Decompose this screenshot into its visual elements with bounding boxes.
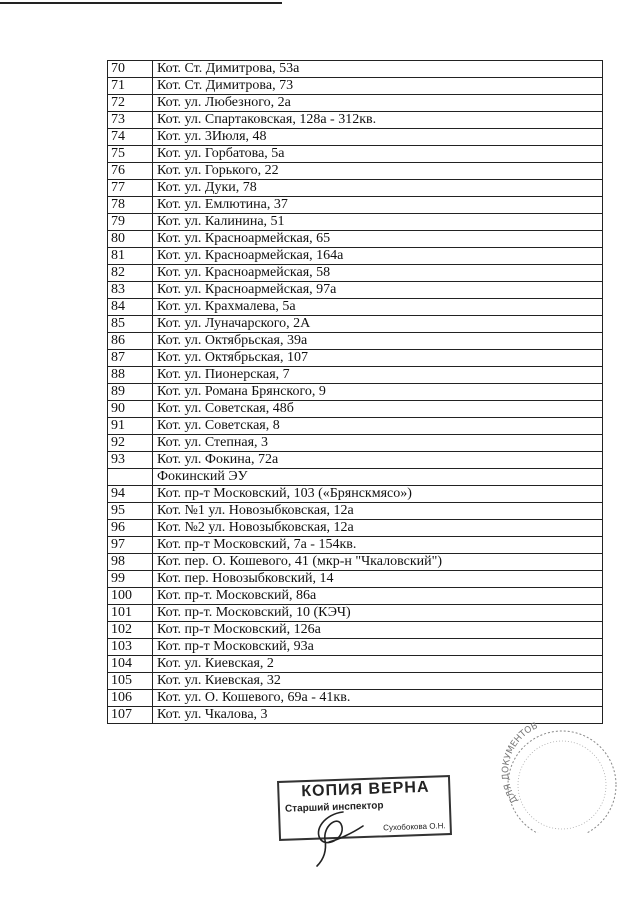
table-row bbox=[108, 384, 603, 401]
stamp-position: Старший инспектор bbox=[284, 800, 384, 815]
row-address: Кот. пр-т. Московский, 10 (КЭЧ) bbox=[153, 605, 603, 622]
signature-icon bbox=[303, 806, 373, 868]
row-address: Кот. ул. Киевская, 32 bbox=[153, 673, 603, 690]
table-row bbox=[108, 690, 603, 707]
row-address: Фокинский ЭУ bbox=[153, 469, 603, 486]
row-number: 86 bbox=[108, 333, 153, 350]
register-table bbox=[107, 60, 603, 724]
table-row bbox=[108, 605, 603, 622]
stamp-title: КОПИЯ ВЕРНА bbox=[301, 778, 430, 801]
row-address: Кот. ул. Горбатова, 5а bbox=[153, 146, 603, 163]
row-number: 106 bbox=[108, 690, 153, 707]
table-row bbox=[108, 146, 603, 163]
row-number: 80 bbox=[108, 231, 153, 248]
table-row bbox=[108, 469, 603, 486]
row-number: 76 bbox=[108, 163, 153, 180]
table-row bbox=[108, 78, 603, 95]
table-row bbox=[108, 112, 603, 129]
table-row bbox=[108, 367, 603, 384]
row-number: 74 bbox=[108, 129, 153, 146]
table-row bbox=[108, 435, 603, 452]
row-number: 100 bbox=[108, 588, 153, 605]
row-address: Кот. ул. Октябрьская, 107 bbox=[153, 350, 603, 367]
row-address: Кот. ул. Красноармейская, 97а bbox=[153, 282, 603, 299]
row-number: 71 bbox=[108, 78, 153, 95]
table-row bbox=[108, 350, 603, 367]
register-table-body bbox=[108, 61, 603, 724]
row-address: Кот. ул. Любезного, 2а bbox=[153, 95, 603, 112]
row-number: 90 bbox=[108, 401, 153, 418]
row-number: 91 bbox=[108, 418, 153, 435]
row-number: 95 bbox=[108, 503, 153, 520]
row-number: 97 bbox=[108, 537, 153, 554]
row-address: Кот. ул. О. Кошевого, 69а - 41кв. bbox=[153, 690, 603, 707]
table-row bbox=[108, 282, 603, 299]
row-number bbox=[108, 469, 153, 486]
row-number: 107 bbox=[108, 707, 153, 724]
table-row bbox=[108, 537, 603, 554]
row-number: 101 bbox=[108, 605, 153, 622]
table-row bbox=[108, 163, 603, 180]
seal-icon bbox=[496, 717, 620, 833]
row-number: 84 bbox=[108, 299, 153, 316]
table-row bbox=[108, 418, 603, 435]
table-row bbox=[108, 299, 603, 316]
table-row bbox=[108, 214, 603, 231]
row-address: Кот. Ст. Димитрова, 73 bbox=[153, 78, 603, 95]
row-address: Кот. ул. Крахмалева, 5а bbox=[153, 299, 603, 316]
table-row bbox=[108, 61, 603, 78]
table-row bbox=[108, 639, 603, 656]
table-row bbox=[108, 673, 603, 690]
row-address: Кот. пр-т Московский, 126а bbox=[153, 622, 603, 639]
table-row bbox=[108, 333, 603, 350]
row-number: 102 bbox=[108, 622, 153, 639]
row-address: Кот. ул. Спартаковская, 128а - 312кв. bbox=[153, 112, 603, 129]
row-address: Кот. ул. Дуки, 78 bbox=[153, 180, 603, 197]
row-address: Кот. №1 ул. Новозыбковская, 12а bbox=[153, 503, 603, 520]
row-address: Кот. ул. Луначарского, 2А bbox=[153, 316, 603, 333]
row-number: 79 bbox=[108, 214, 153, 231]
row-number: 77 bbox=[108, 180, 153, 197]
table-row bbox=[108, 503, 603, 520]
row-address: Кот. ул. Романа Брянского, 9 bbox=[153, 384, 603, 401]
row-address: Кот. ул. Красноармейская, 65 bbox=[153, 231, 603, 248]
row-number: 70 bbox=[108, 61, 153, 78]
row-address: Кот. ул. Красноармейская, 58 bbox=[153, 265, 603, 282]
table-row bbox=[108, 588, 603, 605]
row-address: Кот. ул. Киевская, 2 bbox=[153, 656, 603, 673]
table-row bbox=[108, 95, 603, 112]
row-number: 98 bbox=[108, 554, 153, 571]
table-row bbox=[108, 554, 603, 571]
row-address: Кот. пр-т Московский, 7а - 154кв. bbox=[153, 537, 603, 554]
row-address: Кот. ул. Октябрьская, 39а bbox=[153, 333, 603, 350]
stamp-name: Сухобокова О.Н. bbox=[383, 821, 446, 833]
row-address: Кот. пр-т Московский, 103 («Брянскмясо») bbox=[153, 486, 603, 503]
row-number: 93 bbox=[108, 452, 153, 469]
row-number: 94 bbox=[108, 486, 153, 503]
row-number: 103 bbox=[108, 639, 153, 656]
top-rule bbox=[0, 2, 282, 4]
row-number: 72 bbox=[108, 95, 153, 112]
table-row bbox=[108, 520, 603, 537]
row-address: Кот. ул. Горького, 22 bbox=[153, 163, 603, 180]
row-number: 88 bbox=[108, 367, 153, 384]
row-address: Кот. пр-т. Московский, 86а bbox=[153, 588, 603, 605]
row-address: Кот. ул. Чкалова, 3 bbox=[153, 707, 603, 724]
table-row bbox=[108, 248, 603, 265]
row-number: 85 bbox=[108, 316, 153, 333]
table-row bbox=[108, 486, 603, 503]
row-address: Кот. ул. Советская, 48б bbox=[153, 401, 603, 418]
row-address: Кот. ул. Калинина, 51 bbox=[153, 214, 603, 231]
row-address: Кот. пер. О. Кошевого, 41 (мкр-н "Чкаловский") bbox=[153, 554, 603, 571]
row-number: 89 bbox=[108, 384, 153, 401]
row-number: 73 bbox=[108, 112, 153, 129]
table-row bbox=[108, 129, 603, 146]
row-number: 105 bbox=[108, 673, 153, 690]
seal-text: ДЛЯ ДОКУМЕНТОВ bbox=[501, 721, 540, 805]
row-number: 99 bbox=[108, 571, 153, 588]
row-number: 82 bbox=[108, 265, 153, 282]
table-row bbox=[108, 197, 603, 214]
row-number: 96 bbox=[108, 520, 153, 537]
table-row bbox=[108, 180, 603, 197]
table-row bbox=[108, 622, 603, 639]
table-row bbox=[108, 571, 603, 588]
row-address: Кот. ул. Пионерская, 7 bbox=[153, 367, 603, 384]
row-address: Кот. пер. Новозыбковский, 14 bbox=[153, 571, 603, 588]
table-row bbox=[108, 452, 603, 469]
row-number: 92 bbox=[108, 435, 153, 452]
row-number: 87 bbox=[108, 350, 153, 367]
row-address: Кот. ул. Красноармейская, 164а bbox=[153, 248, 603, 265]
row-address: Кот. ул. Степная, 3 bbox=[153, 435, 603, 452]
row-number: 81 bbox=[108, 248, 153, 265]
table-row bbox=[108, 265, 603, 282]
row-number: 104 bbox=[108, 656, 153, 673]
row-number: 83 bbox=[108, 282, 153, 299]
table-row bbox=[108, 401, 603, 418]
table-row bbox=[108, 316, 603, 333]
row-address: Кот. №2 ул. Новозыбковская, 12а bbox=[153, 520, 603, 537]
row-address: Кот. ул. Фокина, 72а bbox=[153, 452, 603, 469]
row-address: Кот. ул. Советская, 8 bbox=[153, 418, 603, 435]
table-row bbox=[108, 231, 603, 248]
row-number: 78 bbox=[108, 197, 153, 214]
row-number: 75 bbox=[108, 146, 153, 163]
row-address: Кот. ул. Емлютина, 37 bbox=[153, 197, 603, 214]
row-address: Кот. Ст. Димитрова, 53а bbox=[153, 61, 603, 78]
table-row bbox=[108, 656, 603, 673]
row-address: Кот. пр-т Московский, 93а bbox=[153, 639, 603, 656]
row-address: Кот. ул. 3Июля, 48 bbox=[153, 129, 603, 146]
